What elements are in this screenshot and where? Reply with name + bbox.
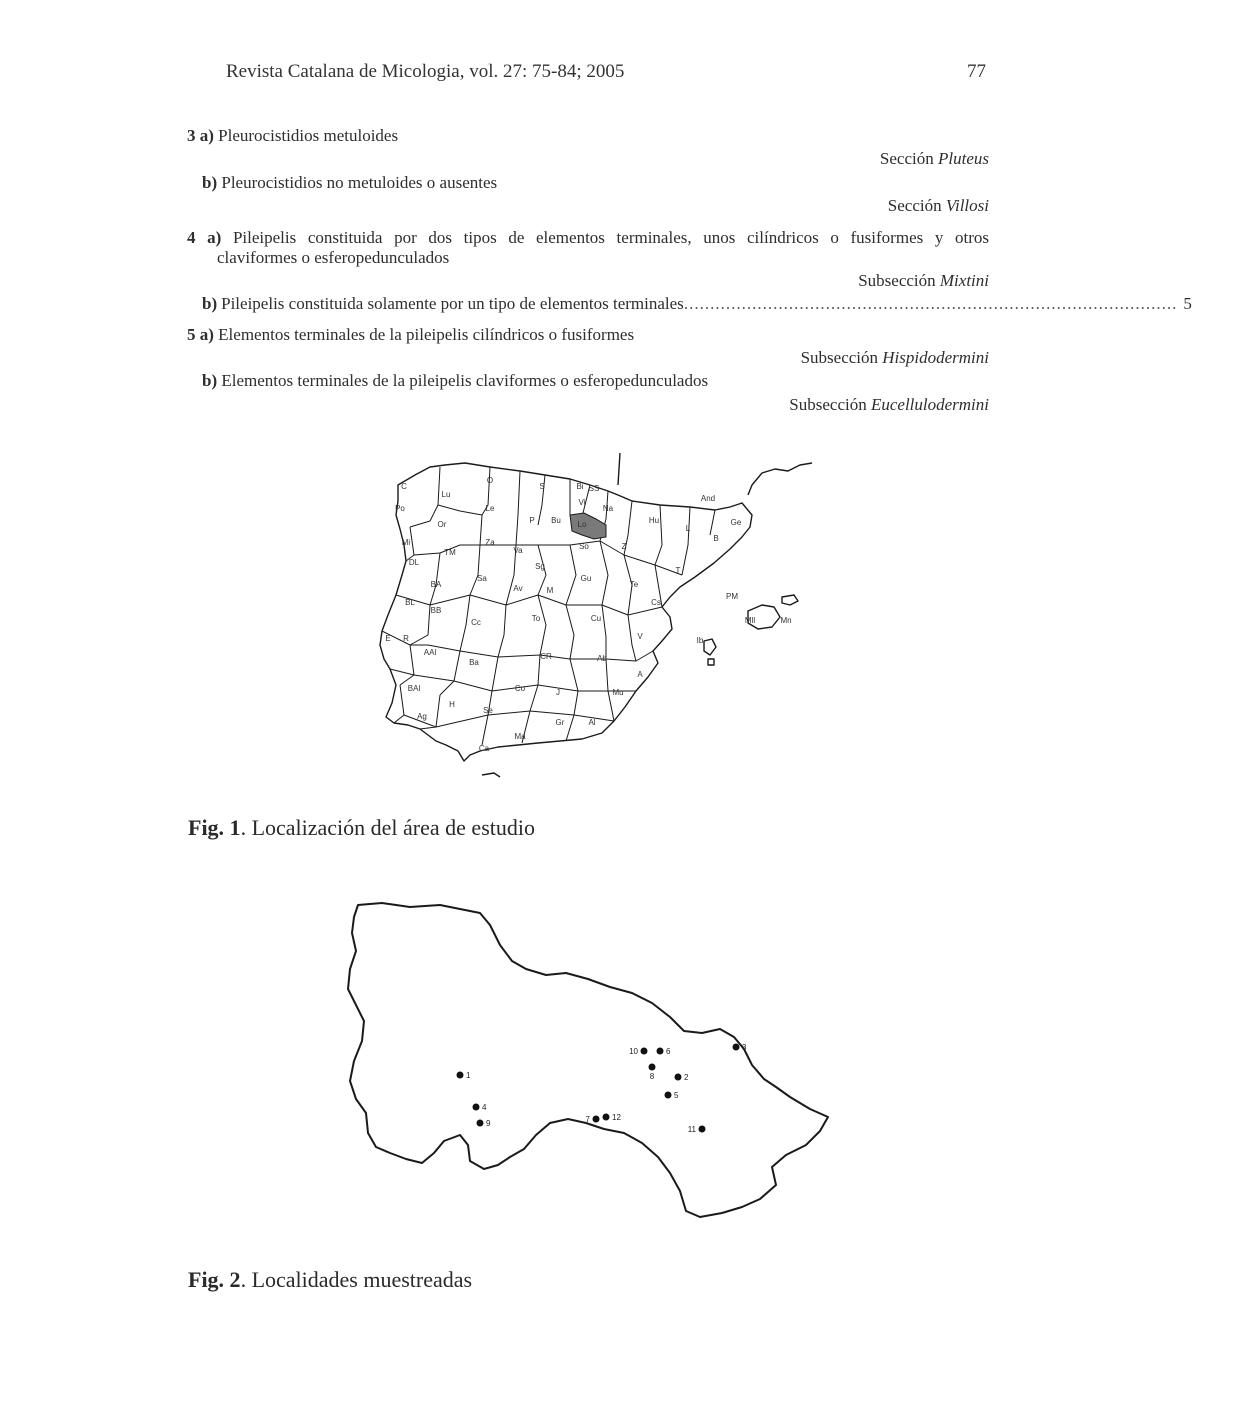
- locality-point-2: [675, 1073, 690, 1082]
- province-label-co: Co: [514, 684, 526, 693]
- province-label-bi: Bi: [576, 482, 584, 491]
- province-label-so: So: [579, 542, 589, 551]
- key-4a-result-prefix: Subsección: [858, 271, 936, 290]
- province-label-mn: Mn: [780, 616, 792, 625]
- province-label-va: Va: [513, 546, 523, 555]
- locality-dot-9: [477, 1120, 484, 1127]
- province-label-bl: BL: [405, 598, 415, 607]
- key-3b: [202, 172, 497, 193]
- key-5a-result: [801, 347, 989, 368]
- iberia-provinces-map: [370, 445, 830, 785]
- province-label-t: T: [675, 566, 681, 575]
- key-3a-result-prefix: Sección: [879, 149, 934, 168]
- locality-dot-2: [675, 1074, 682, 1081]
- province-label-tm: TM: [444, 548, 456, 557]
- locality-label-3: 3: [742, 1043, 747, 1052]
- province-label-o: O: [486, 476, 494, 485]
- province-label-s: S: [539, 482, 545, 491]
- province-label-lo: Lo: [577, 520, 587, 529]
- key-4b-lead: 5: [1183, 294, 1192, 313]
- locality-point-4: [473, 1103, 488, 1112]
- province-label-bal: BAl: [407, 684, 421, 693]
- key-3b-text: Pleurocistidios no metuloides o ausentes: [221, 173, 498, 192]
- locality-point-8: [649, 1064, 656, 1082]
- locality-label-5: 5: [674, 1091, 679, 1100]
- province-label-or: Or: [437, 520, 447, 529]
- province-label-ba: BA: [430, 580, 442, 589]
- france-border: [618, 453, 812, 495]
- key-5b-text: Elementos terminales de la pileipelis claviformes o esferopedunculados: [221, 371, 709, 390]
- key-5a-number: 5 a): [187, 325, 214, 344]
- province-label-bb: BB: [430, 606, 442, 615]
- province-label-ca: Ca: [478, 744, 490, 753]
- locality-dot-8: [649, 1064, 656, 1071]
- province-label-c: C: [401, 482, 407, 491]
- province-label-al: Al: [588, 718, 596, 727]
- province-label-ba: Ba: [469, 658, 479, 667]
- province-label-b: B: [713, 534, 719, 543]
- province-label-sg: Sg: [535, 562, 545, 571]
- province-label-m: M: [546, 586, 554, 595]
- key-5b: [202, 370, 708, 391]
- key-3a-number: 3 a): [187, 126, 214, 145]
- locality-point-9: [477, 1119, 492, 1128]
- key-4b-leader-dots: ..............................................................................................: [683, 294, 1178, 313]
- locality-dot-3: [733, 1044, 740, 1051]
- province-label-l: L: [685, 524, 691, 533]
- province-label-cs: Cs: [651, 598, 661, 607]
- key-3a: [187, 125, 398, 146]
- province-label-po: Po: [395, 504, 405, 513]
- province-label-aal: AAl: [423, 648, 437, 657]
- province-label-ab: Ab: [597, 654, 607, 663]
- locality-point-7: [586, 1115, 600, 1124]
- province-label-cc: Cc: [471, 618, 481, 627]
- menorca-outline: [782, 595, 798, 605]
- gibraltar-tip: [482, 773, 500, 777]
- province-label-za: Za: [485, 538, 495, 547]
- key-5b-result-taxon: Eucellulodermini: [870, 395, 989, 414]
- province-label-se: Se: [483, 706, 493, 715]
- province-label-p: P: [529, 516, 535, 525]
- key-4a-number: 4 a): [187, 228, 222, 247]
- locality-point-12: [603, 1113, 622, 1122]
- province-label-na: Na: [602, 504, 614, 513]
- running-header: Revista Catalana de Micologia, vol. 27: 75-84; 2005: [226, 61, 625, 82]
- locality-point-1: [457, 1071, 472, 1080]
- province-label-ma: Ma: [514, 732, 526, 741]
- fig2-caption-text: . Localidades muestreadas: [240, 1267, 473, 1292]
- province-label-z: Z: [621, 542, 627, 551]
- locality-point-11: [688, 1125, 706, 1134]
- province-label-lu: Lu: [441, 490, 451, 499]
- province-label-cu: Cu: [590, 614, 602, 623]
- locality-dot-10: [641, 1048, 648, 1055]
- key-5a-result-taxon: Hispidodermini: [882, 348, 989, 367]
- province-label-te: Te: [629, 580, 639, 589]
- locality-points: [457, 1043, 748, 1134]
- ibiza-outline: [704, 639, 716, 665]
- key-3a-result: [880, 148, 989, 169]
- key-5a: [187, 324, 634, 345]
- locality-dot-7: [593, 1116, 600, 1123]
- locality-label-4: 4: [482, 1103, 487, 1112]
- key-4a-line1: [187, 227, 989, 248]
- province-label-h: H: [449, 700, 455, 709]
- key-4b: [202, 293, 1192, 314]
- key-4a-result-taxon: Mixtini: [939, 271, 989, 290]
- key-5b-number: b): [202, 371, 218, 390]
- province-label-e: E: [385, 634, 391, 643]
- locality-dot-1: [457, 1072, 464, 1079]
- province-label-pm: PM: [726, 592, 738, 601]
- key-4b-text: Pileipelis constituida solamente por un tipo de elementos terminales: [221, 294, 684, 313]
- locality-label-6: 6: [666, 1047, 671, 1056]
- province-label-cr: CR: [540, 652, 552, 661]
- province-label-ss: SS: [588, 484, 600, 493]
- key-3b-result: [888, 195, 989, 216]
- province-label-vi: Vi: [578, 498, 586, 507]
- province-label-hu: Hu: [648, 516, 660, 525]
- locality-label-2: 2: [684, 1073, 689, 1082]
- fig1-caption-text: . Localización del área de estudio: [240, 815, 535, 840]
- key-4a-text-line2: claviformes o esferopedunculados: [217, 248, 450, 267]
- locality-dot-5: [665, 1092, 672, 1099]
- province-label-gr: Gr: [555, 718, 565, 727]
- locality-point-6: [657, 1047, 672, 1056]
- locality-label-1: 1: [466, 1071, 471, 1080]
- province-label-bu: Bu: [551, 516, 561, 525]
- la-rioja-outline: [348, 903, 828, 1217]
- locality-label-12: 12: [612, 1113, 621, 1122]
- locality-label-11: 11: [687, 1125, 696, 1134]
- fig2-caption: [188, 1267, 472, 1293]
- province-label-a: A: [637, 670, 643, 679]
- key-3b-result-taxon: Villosi: [945, 196, 989, 215]
- key-5a-result-prefix: Subsección: [800, 348, 879, 367]
- la-rioja-highlight: [570, 513, 606, 539]
- province-label-and: And: [700, 494, 716, 503]
- fig1-caption: [188, 815, 535, 841]
- province-label-mi: Mi: [401, 538, 411, 547]
- province-label-mu: Mu: [612, 688, 624, 697]
- province-label-j: J: [556, 688, 560, 697]
- locality-dot-11: [699, 1126, 706, 1133]
- province-label-mll: Mll: [744, 616, 756, 625]
- province-label-r: R: [403, 634, 409, 643]
- locality-point-10: [629, 1047, 647, 1056]
- locality-label-8: 8: [649, 1072, 655, 1081]
- key-3b-number: b): [202, 173, 218, 192]
- key-5b-result-prefix: Subsección: [789, 395, 867, 414]
- province-label-ib: Ib: [696, 636, 704, 645]
- key-4a-text-line1: Pileipelis constituida por dos tipos de elementos terminales, unos cilíndricos o fusiformes y otros: [232, 228, 989, 247]
- locality-label-7: 7: [585, 1115, 590, 1124]
- fig1-caption-label: Fig. 1: [188, 815, 241, 840]
- province-label-ge: Ge: [730, 518, 742, 527]
- province-label-sa: Sa: [477, 574, 487, 583]
- page-number: 77: [967, 61, 986, 82]
- la-rioja-localities-map: [340, 895, 840, 1225]
- locality-label-9: 9: [486, 1119, 491, 1128]
- key-5b-result: [789, 394, 989, 415]
- province-label-le: Le: [485, 504, 495, 513]
- locality-dot-4: [473, 1104, 480, 1111]
- province-label-ag: Ag: [417, 712, 427, 721]
- key-4a-result: [858, 270, 989, 291]
- province-label-av: Av: [513, 584, 523, 593]
- key-4b-number: b): [202, 294, 218, 313]
- key-3b-result-prefix: Sección: [887, 196, 942, 215]
- locality-point-5: [665, 1091, 680, 1100]
- key-3a-text: Pleurocistidios metuloides: [218, 126, 399, 145]
- key-5a-text: Elementos terminales de la pileipelis cilíndricos o fusiformes: [218, 325, 635, 344]
- locality-dot-12: [603, 1114, 610, 1121]
- key-3a-result-taxon: Pluteus: [938, 149, 989, 168]
- province-label-dl: DL: [408, 558, 420, 567]
- locality-dot-6: [657, 1048, 664, 1055]
- province-label-to: To: [531, 614, 541, 623]
- locality-label-10: 10: [629, 1047, 638, 1056]
- fig2-caption-label: Fig. 2: [188, 1267, 241, 1292]
- province-label-v: V: [637, 632, 643, 641]
- province-label-gu: Gu: [580, 574, 592, 583]
